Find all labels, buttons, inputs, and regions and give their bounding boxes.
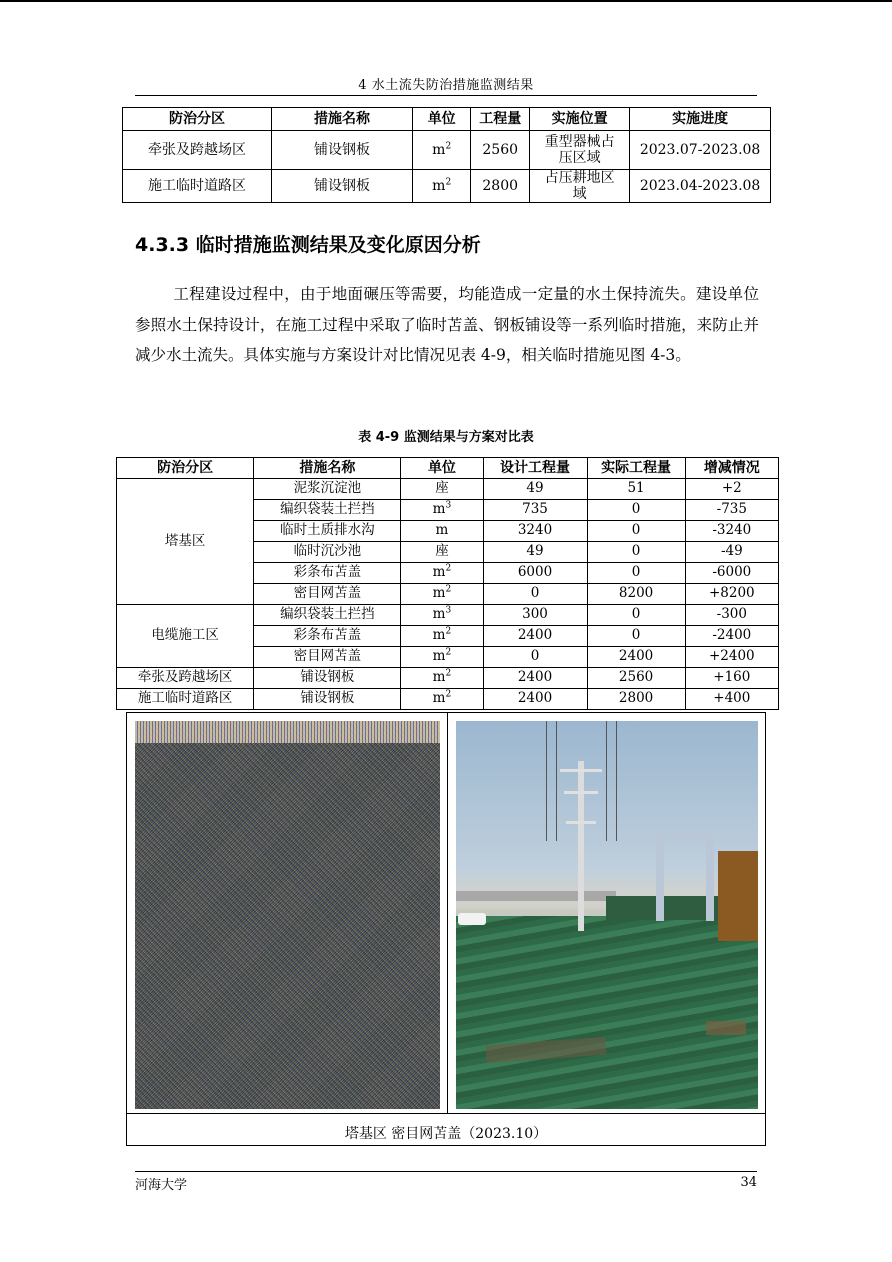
power-wire <box>556 721 557 841</box>
caption-divider <box>127 1113 765 1114</box>
photo-noise-strip <box>135 721 440 743</box>
overpass <box>456 891 616 901</box>
header-rule <box>135 95 757 96</box>
design-quantity-cell: 0 <box>483 584 587 605</box>
actual-quantity-cell: 0 <box>587 542 685 563</box>
column-header: 措施名称 <box>271 108 412 131</box>
column-header: 实施位置 <box>530 108 630 131</box>
figure-frame <box>126 712 766 1146</box>
zone-cell: 塔基区 <box>117 479 254 605</box>
measure-cell: 密目网苫盖 <box>254 584 401 605</box>
site-gate <box>656 831 714 921</box>
change-cell: -49 <box>685 542 778 563</box>
table-row <box>123 170 771 203</box>
running-header: 4 水土流失防治措施监测结果 <box>358 78 534 93</box>
column-header: 单位 <box>412 108 470 131</box>
actual-quantity-cell: 2400 <box>587 647 685 668</box>
measures-table <box>122 107 771 203</box>
actual-quantity-cell: 8200 <box>587 584 685 605</box>
actual-quantity-cell: 0 <box>587 500 685 521</box>
measure-cell: 编织袋装土拦挡 <box>254 500 401 521</box>
change-cell: +2 <box>685 479 778 500</box>
top-border <box>0 0 892 2</box>
actual-quantity-cell: 2560 <box>587 668 685 689</box>
design-quantity-cell: 735 <box>483 500 587 521</box>
unit-base: m <box>432 564 446 581</box>
power-wire <box>606 721 607 841</box>
unit-exponent: 2 <box>445 584 452 595</box>
measure-cell: 彩条布苫盖 <box>254 626 401 647</box>
actual-quantity-cell: 0 <box>587 563 685 584</box>
change-cell: -2400 <box>685 626 778 647</box>
actual-quantity-cell: 0 <box>587 605 685 626</box>
change-cell: +8200 <box>685 584 778 605</box>
measure-cell: 铺设钢板 <box>254 668 401 689</box>
unit-cell <box>401 479 483 500</box>
quantity-cell: 2560 <box>471 131 530 170</box>
unit-base: m <box>432 627 446 644</box>
column-header: 防治分区 <box>117 458 254 479</box>
change-cell: -6000 <box>685 563 778 584</box>
unit-base: m <box>432 606 446 623</box>
column-header: 防治分区 <box>123 108 272 131</box>
measure-cell: 铺设钢板 <box>271 131 412 170</box>
column-header: 实际工程量 <box>587 458 685 479</box>
unit-base: 座 <box>435 543 449 560</box>
unit-cell <box>412 131 470 170</box>
unit-base: m <box>432 690 446 707</box>
unit-base: m <box>432 178 446 195</box>
measure-cell: 密目网苫盖 <box>254 647 401 668</box>
section-heading: 4.3.3 临时措施监测结果及变化原因分析 <box>135 234 481 256</box>
actual-quantity-cell: 0 <box>587 626 685 647</box>
dirt-patch <box>706 1021 746 1035</box>
power-wire <box>546 721 547 841</box>
unit-cell <box>401 626 483 647</box>
zone-cell: 施工临时道路区 <box>123 170 272 203</box>
unit-exponent: 2 <box>445 626 452 637</box>
design-quantity-cell: 2400 <box>483 626 587 647</box>
table-row <box>123 131 771 170</box>
column-header: 单位 <box>401 458 483 479</box>
design-quantity-cell: 300 <box>483 605 587 626</box>
table-row <box>117 605 779 626</box>
zone-cell: 施工临时道路区 <box>117 689 254 710</box>
tower-arm <box>566 821 596 824</box>
unit-cell <box>401 647 483 668</box>
page-number: 34 <box>740 1175 757 1190</box>
measure-cell: 编织袋装土拦挡 <box>254 605 401 626</box>
design-quantity-cell: 2400 <box>483 689 587 710</box>
unit-cell <box>401 500 483 521</box>
design-quantity-cell: 3240 <box>483 521 587 542</box>
unit-cell <box>412 170 470 203</box>
measure-cell: 铺设钢板 <box>254 689 401 710</box>
unit-cell <box>401 563 483 584</box>
unit-base: 座 <box>435 480 449 497</box>
unit-exponent: 3 <box>445 605 452 616</box>
unit-cell <box>401 521 483 542</box>
table-header-row <box>123 108 771 131</box>
design-quantity-cell: 49 <box>483 542 587 563</box>
zone-cell: 牵张及跨越场区 <box>117 668 254 689</box>
design-quantity-cell: 6000 <box>483 563 587 584</box>
change-cell: -300 <box>685 605 778 626</box>
measure-cell: 彩条布苫盖 <box>254 563 401 584</box>
footer-institution: 河海大学 <box>135 1178 188 1193</box>
unit-cell <box>401 605 483 626</box>
measure-cell: 临时沉沙池 <box>254 542 401 563</box>
tower-arm <box>564 791 598 794</box>
location-cell: 重型器械占压区域 <box>530 131 630 170</box>
tower-arm <box>560 769 602 772</box>
parked-car <box>458 913 486 925</box>
photo-noise <box>135 721 440 1109</box>
unit-exponent: 2 <box>445 668 452 679</box>
quantity-cell: 2800 <box>471 170 530 203</box>
progress-cell: 2023.04-2023.08 <box>630 170 771 203</box>
change-cell: +160 <box>685 668 778 689</box>
unit-cell <box>401 542 483 563</box>
progress-cell: 2023.07-2023.08 <box>630 131 771 170</box>
unit-cell <box>401 584 483 605</box>
zone-cell: 牵张及跨越场区 <box>123 131 272 170</box>
unit-exponent: 2 <box>445 563 452 574</box>
change-cell: +2400 <box>685 647 778 668</box>
measure-cell: 铺设钢板 <box>271 170 412 203</box>
table-caption: 表 4-9 监测结果与方案对比表 <box>358 430 534 445</box>
actual-quantity-cell: 51 <box>587 479 685 500</box>
excavator <box>718 851 758 941</box>
unit-exponent: 2 <box>445 647 452 658</box>
unit-exponent: 2 <box>445 177 452 188</box>
unit-cell <box>401 689 483 710</box>
table-row <box>117 689 779 710</box>
figure-divider <box>447 713 448 1113</box>
transmission-tower <box>578 761 584 931</box>
unit-exponent: 3 <box>445 500 452 511</box>
power-wire <box>616 721 617 841</box>
unit-exponent: 2 <box>445 689 452 700</box>
column-header: 实施进度 <box>630 108 771 131</box>
table-row <box>117 668 779 689</box>
zone-cell: 电缆施工区 <box>117 605 254 668</box>
green-mesh-ground <box>456 916 758 1109</box>
unit-base: m <box>432 141 446 158</box>
change-cell: -3240 <box>685 521 778 542</box>
change-cell: +400 <box>685 689 778 710</box>
figure-caption: 塔基区 密目网苫盖（2023.10） <box>344 1126 548 1142</box>
site-photo <box>456 721 758 1109</box>
column-header: 增减情况 <box>685 458 778 479</box>
comparison-table <box>116 457 779 710</box>
column-header: 措施名称 <box>254 458 401 479</box>
measure-cell: 临时土质排水沟 <box>254 521 401 542</box>
unit-base: m <box>432 669 446 686</box>
table-row <box>117 479 779 500</box>
unit-base: m <box>432 501 446 518</box>
paragraph-text: 工程建设过程中，由于地面碾压等需要，均能造成一定量的水土保持流失。建设单位参照水土保持设计，在施工过程中采取了临时苫盖、钢板铺设等一系列临时措施，来防止并减少水土流失。具体实施与方案设计对比情况见表 4-9，相关临时措施见图 4-3。 <box>135 285 759 364</box>
column-header: 工程量 <box>471 108 530 131</box>
column-header: 设计工程量 <box>483 458 587 479</box>
unit-base: m <box>432 648 446 665</box>
actual-quantity-cell: 0 <box>587 521 685 542</box>
unit-exponent: 2 <box>445 141 452 152</box>
body-paragraph <box>135 279 759 371</box>
footer-rule <box>135 1171 757 1172</box>
unit-base: m <box>432 585 446 602</box>
measure-cell: 泥浆沉淀池 <box>254 479 401 500</box>
table-header-row <box>117 458 779 479</box>
actual-quantity-cell: 2800 <box>587 689 685 710</box>
change-cell: -735 <box>685 500 778 521</box>
design-quantity-cell: 2400 <box>483 668 587 689</box>
unit-base: m <box>435 522 449 539</box>
location-cell: 占压耕地区域 <box>530 170 630 203</box>
unit-cell <box>401 668 483 689</box>
design-quantity-cell: 49 <box>483 479 587 500</box>
design-quantity-cell: 0 <box>483 647 587 668</box>
